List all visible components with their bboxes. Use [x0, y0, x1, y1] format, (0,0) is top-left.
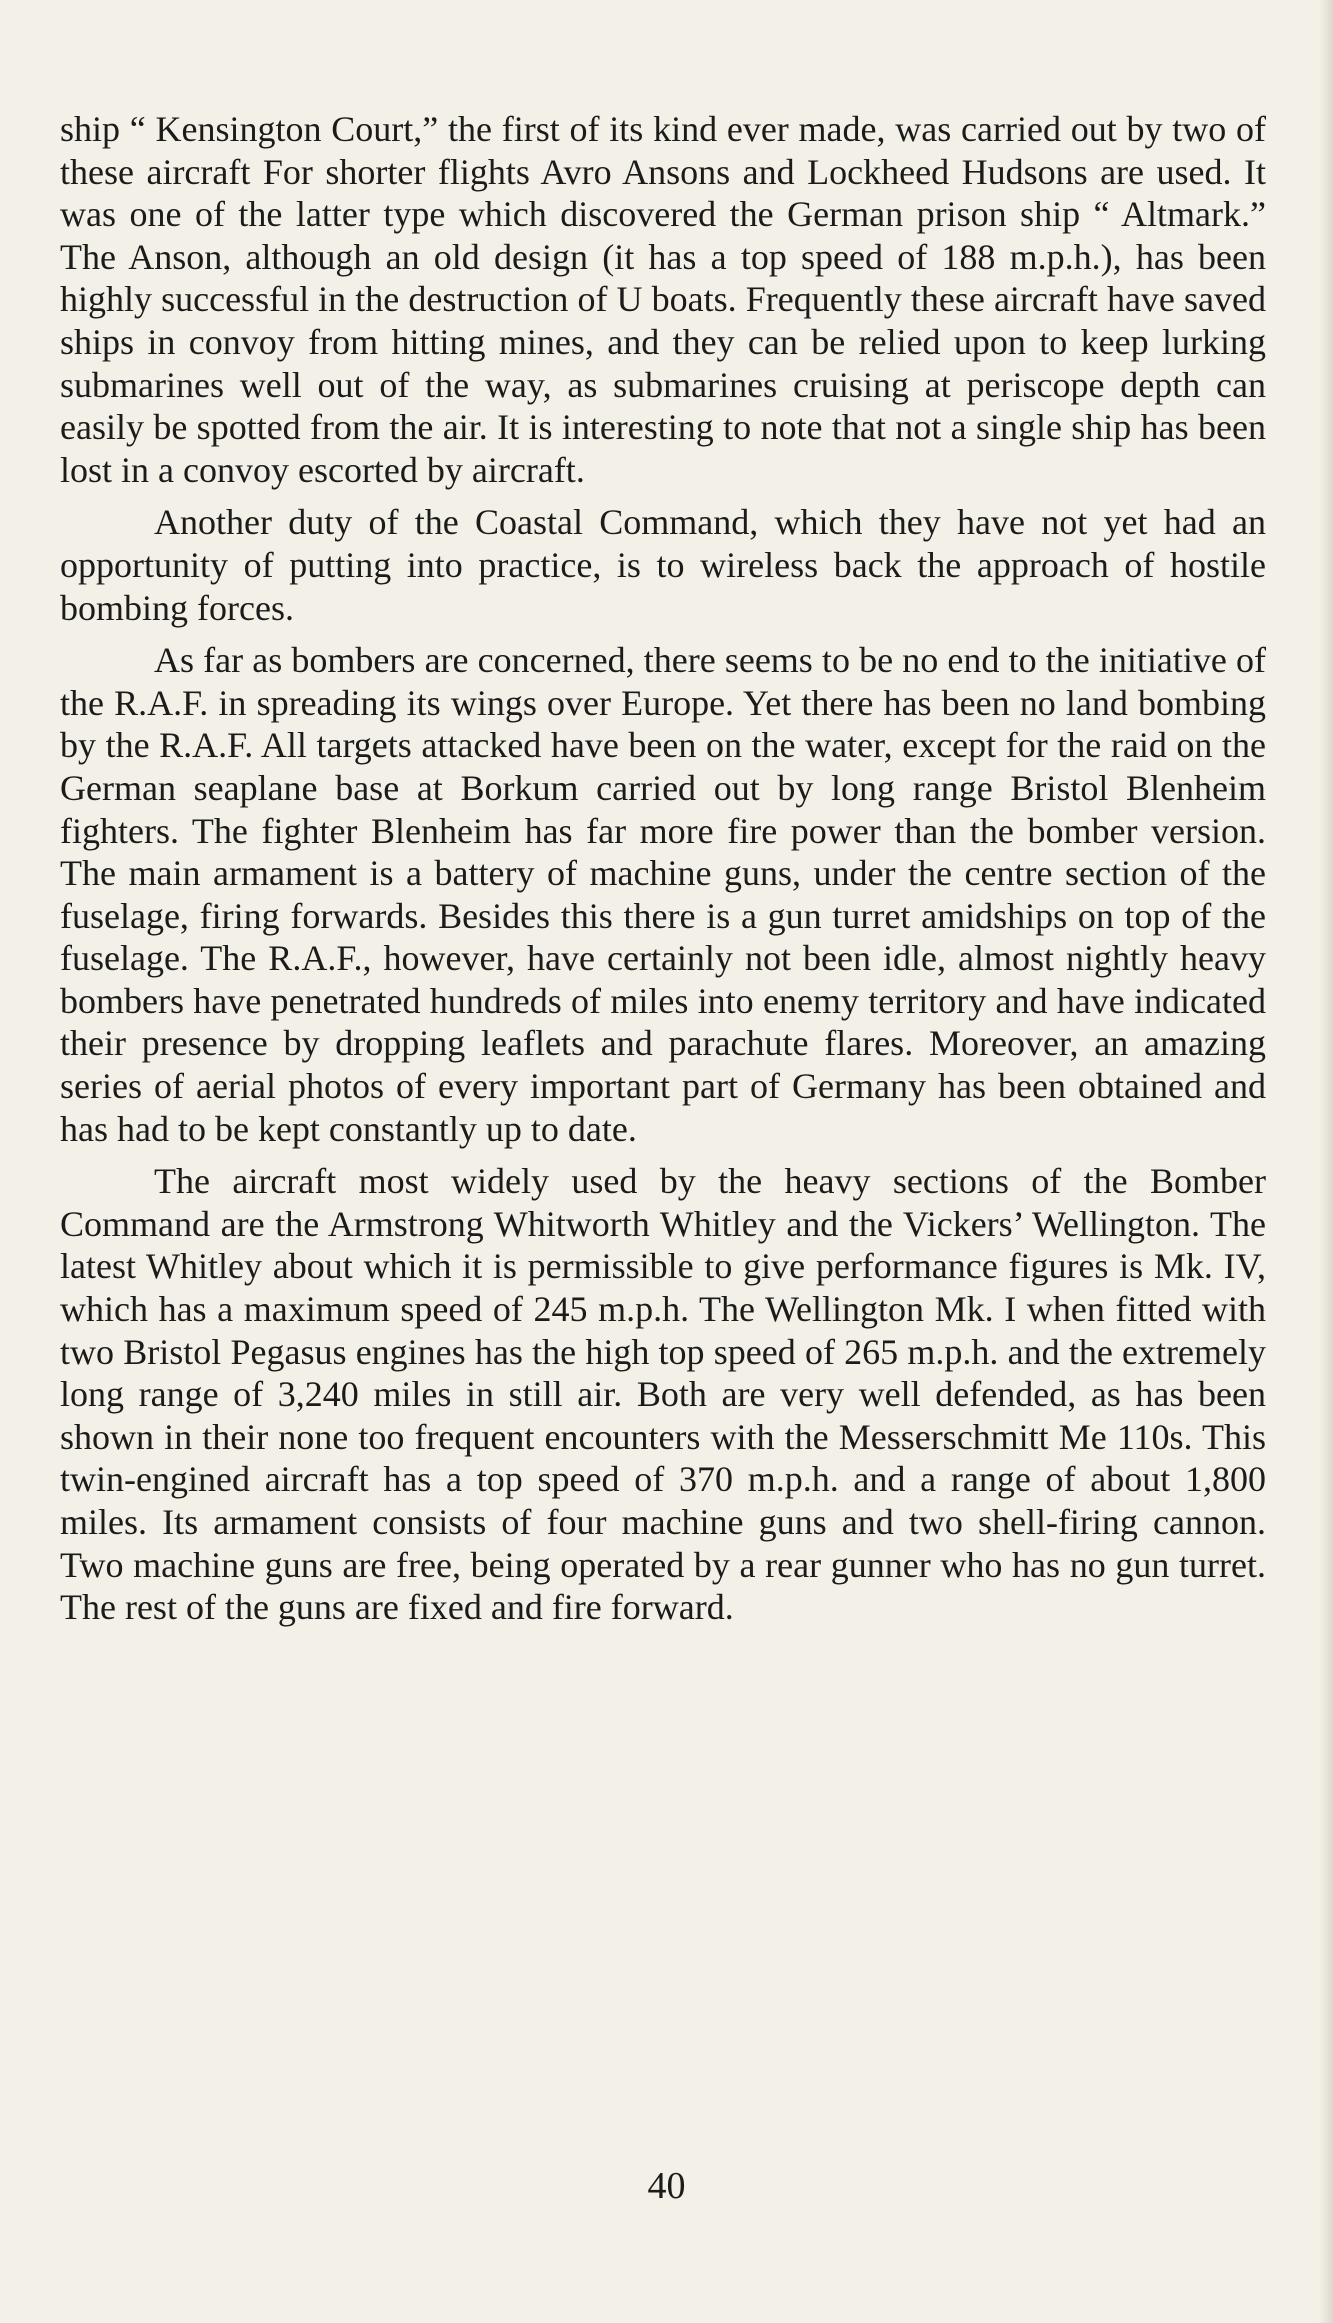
paragraph-bombers: As far as bombers are concerned, there seems to be no end to the initiative of the R.A.F. in spreading its wings over Europe. Yet there has been no land bombing by the R.A.F. All targets attacked have been on the water, except for the raid on the German seaplane base at Borkum carried out by long range Bristol Blenheim fighters. The fighter Blenheim has far more fire power than the bomber version. The main armament is a battery of machine guns, under the centre section of the fuselage, firing forwards. Besides this there is a gun turret amidships on top of the fuselage. The R.A.F., however, have certainly not been idle, almost nightly heavy bombers have penetrated hundreds of miles into enemy territory and have indicated their presence by dropping leaflets and parachute flares. Moreover, an amazing series of aerial photos of every important part of Germany has been obtained and has had to be kept constantly up to date.: [60, 640, 1266, 1149]
page-body: [60, 108, 1266, 1639]
paragraph-heavy-bombers: The aircraft most widely used by the heavy sections of the Bomber Command are the Armstrong Whitworth Whitley and the Vickers’ Wellington. The latest Whitley about which it is permissible to give performance figures is Mk. IV, which has a maximum speed of 245 m.p.h. The Wellington Mk. I when fitted with two Bristol Pegasus engines has the high top speed of 265 m.p.h. and the extremely long range of 3,240 miles in still air. Both are very well defended, as has been shown in their none too frequent encounters with the Messerschmitt Me 110s. This twin-engined aircraft has a top speed of 370 m.p.h. and a range of about 1,800 miles. Its armament consists of four machine guns and two shell-firing cannon. Two machine guns are free, being operated by a rear gunner who has no gun turret. The rest of the guns are fixed and fire forward.: [60, 1161, 1266, 1628]
paragraph-continuation: ship “ Kensington Court,” the first of its kind ever made, was carried out by two of these aircraft For shorter flights Avro Ansons and Lockheed Hudsons are used. It was one of the latter type which discovered the German prison ship “ Altmark.” The Anson, although an old design (it has a top speed of 188 m.p.h.), has been highly successful in the destruction of U boats. Frequently these aircraft have saved ships in convoy from hitting mines, and they can be relied upon to keep lurking submarines well out of the way, as submarines cruising at periscope depth can easily be spotted from the air. It is interesting to note that not a single ship has been lost in a convoy escorted by aircraft.: [60, 109, 1266, 490]
page-edge-shadow: [1319, 0, 1333, 2323]
paragraph-coastal-command: Another duty of the Coastal Command, which they have not yet had an opportunity of putting into practice, is to wireless back the approach of hostile bombing forces.: [60, 502, 1266, 628]
page-number: 40: [647, 2165, 686, 2207]
